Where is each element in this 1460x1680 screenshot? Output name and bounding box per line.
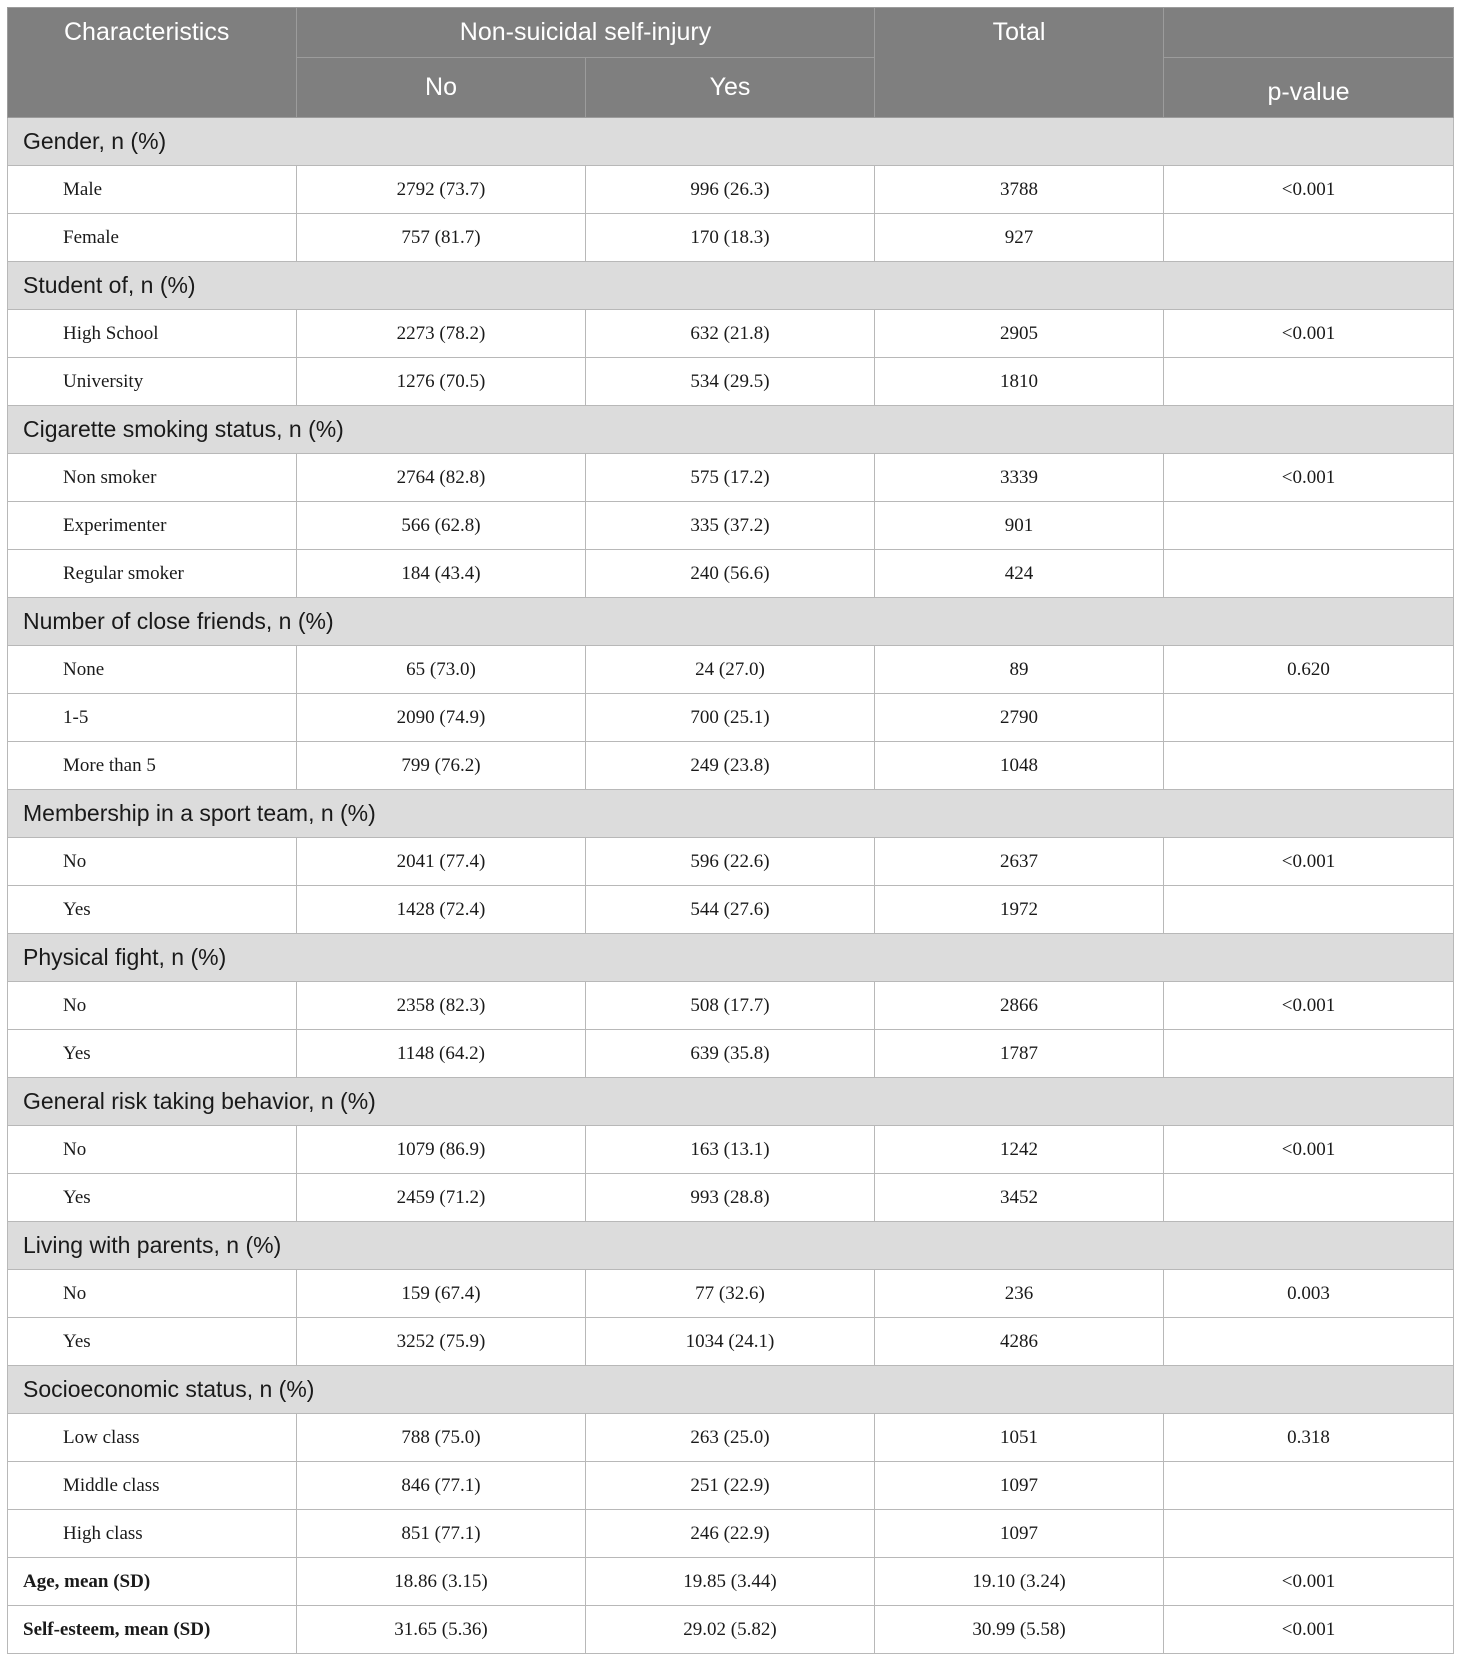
- cell-nssi-yes: 639 (35.8): [586, 1030, 875, 1078]
- cell-total: 2637: [875, 838, 1164, 886]
- section-header-row: [8, 598, 1454, 646]
- cell-nssi-no: 3252 (75.9): [297, 1318, 586, 1366]
- table-row: [8, 310, 1454, 358]
- cell-total: 19.10 (3.24): [875, 1558, 1164, 1606]
- cell-total: 1051: [875, 1414, 1164, 1462]
- cell-total: 2790: [875, 694, 1164, 742]
- cell-nssi-no: 788 (75.0): [297, 1414, 586, 1462]
- cell-pvalue: [1164, 214, 1454, 262]
- section-header-row: [8, 1222, 1454, 1270]
- cell-total: 1097: [875, 1462, 1164, 1510]
- table-row: [8, 694, 1454, 742]
- cell-total: 2866: [875, 982, 1164, 1030]
- header-pvalue-top: [1164, 8, 1454, 58]
- row-label: Non smoker: [8, 454, 297, 502]
- row-label: Yes: [8, 1030, 297, 1078]
- cell-pvalue: <0.001: [1164, 310, 1454, 358]
- cell-nssi-no: 846 (77.1): [297, 1462, 586, 1510]
- section-header-row: [8, 790, 1454, 838]
- cell-total: 3452: [875, 1174, 1164, 1222]
- row-label: No: [8, 1270, 297, 1318]
- table-row: [8, 1510, 1454, 1558]
- row-label: Female: [8, 214, 297, 262]
- table-row: [8, 1030, 1454, 1078]
- cell-pvalue: <0.001: [1164, 1606, 1454, 1654]
- cell-nssi-no: 31.65 (5.36): [297, 1606, 586, 1654]
- cell-pvalue: <0.001: [1164, 1126, 1454, 1174]
- cell-nssi-yes: 19.85 (3.44): [586, 1558, 875, 1606]
- cell-nssi-yes: 575 (17.2): [586, 454, 875, 502]
- row-label: Yes: [8, 1318, 297, 1366]
- cell-pvalue: <0.001: [1164, 1558, 1454, 1606]
- cell-nssi-no: 566 (62.8): [297, 502, 586, 550]
- cell-nssi-no: 799 (76.2): [297, 742, 586, 790]
- row-label: High class: [8, 1510, 297, 1558]
- table-row: [8, 1414, 1454, 1462]
- cell-nssi-yes: 163 (13.1): [586, 1126, 875, 1174]
- row-label: No: [8, 1126, 297, 1174]
- section-title: Living with parents, n (%): [8, 1222, 1454, 1270]
- row-label: Male: [8, 166, 297, 214]
- cell-pvalue: [1164, 742, 1454, 790]
- cell-nssi-no: 2358 (82.3): [297, 982, 586, 1030]
- cell-pvalue: [1164, 1174, 1454, 1222]
- cell-total: 927: [875, 214, 1164, 262]
- table-row: [8, 742, 1454, 790]
- cell-nssi-no: 1428 (72.4): [297, 886, 586, 934]
- cell-nssi-no: 851 (77.1): [297, 1510, 586, 1558]
- cell-pvalue: [1164, 358, 1454, 406]
- cell-nssi-yes: 251 (22.9): [586, 1462, 875, 1510]
- cell-total: 236: [875, 1270, 1164, 1318]
- cell-total: 1972: [875, 886, 1164, 934]
- cell-pvalue: 0.318: [1164, 1414, 1454, 1462]
- cell-total: 3339: [875, 454, 1164, 502]
- table-row: [8, 982, 1454, 1030]
- table-row: [8, 502, 1454, 550]
- cell-total: 1242: [875, 1126, 1164, 1174]
- cell-pvalue: [1164, 1462, 1454, 1510]
- cell-pvalue: 0.003: [1164, 1270, 1454, 1318]
- cell-nssi-yes: 632 (21.8): [586, 310, 875, 358]
- cell-nssi-yes: 996 (26.3): [586, 166, 875, 214]
- table-row: [8, 166, 1454, 214]
- cell-nssi-no: 2459 (71.2): [297, 1174, 586, 1222]
- cell-nssi-no: 65 (73.0): [297, 646, 586, 694]
- cell-nssi-no: 2041 (77.4): [297, 838, 586, 886]
- section-header-row: [8, 934, 1454, 982]
- table-row: [8, 214, 1454, 262]
- row-label: Middle class: [8, 1462, 297, 1510]
- table-row: [8, 454, 1454, 502]
- section-header-row: [8, 262, 1454, 310]
- cell-nssi-no: 2792 (73.7): [297, 166, 586, 214]
- cell-nssi-yes: 249 (23.8): [586, 742, 875, 790]
- section-title: Physical fight, n (%): [8, 934, 1454, 982]
- cell-pvalue: <0.001: [1164, 454, 1454, 502]
- cell-nssi-no: 2764 (82.8): [297, 454, 586, 502]
- row-label: No: [8, 982, 297, 1030]
- cell-pvalue: [1164, 1030, 1454, 1078]
- cell-nssi-yes: 240 (56.6): [586, 550, 875, 598]
- cell-pvalue: <0.001: [1164, 166, 1454, 214]
- cell-total: 1097: [875, 1510, 1164, 1558]
- section-title: Number of close friends, n (%): [8, 598, 1454, 646]
- table-row: [8, 1462, 1454, 1510]
- cell-pvalue: [1164, 1318, 1454, 1366]
- cell-total: 89: [875, 646, 1164, 694]
- cell-nssi-no: 1148 (64.2): [297, 1030, 586, 1078]
- row-label: Regular smoker: [8, 550, 297, 598]
- section-title: Socioeconomic status, n (%): [8, 1366, 1454, 1414]
- cell-total: 4286: [875, 1318, 1164, 1366]
- section-title: Student of, n (%): [8, 262, 1454, 310]
- cell-pvalue: 0.620: [1164, 646, 1454, 694]
- section-title: Cigarette smoking status, n (%): [8, 406, 1454, 454]
- row-label: Self-esteem, mean (SD): [8, 1606, 297, 1654]
- cell-nssi-yes: 335 (37.2): [586, 502, 875, 550]
- section-header-row: [8, 1078, 1454, 1126]
- cell-nssi-no: 1276 (70.5): [297, 358, 586, 406]
- cell-pvalue: [1164, 550, 1454, 598]
- cell-total: 30.99 (5.58): [875, 1606, 1164, 1654]
- cell-total: 901: [875, 502, 1164, 550]
- cell-nssi-yes: 508 (17.7): [586, 982, 875, 1030]
- cell-total: 1787: [875, 1030, 1164, 1078]
- cell-total: 424: [875, 550, 1164, 598]
- header-total: Total: [875, 8, 1164, 118]
- table-row: [8, 1270, 1454, 1318]
- table-row: [8, 838, 1454, 886]
- cell-nssi-yes: 544 (27.6): [586, 886, 875, 934]
- cell-total: 1810: [875, 358, 1164, 406]
- header-characteristics: Characteristics: [8, 8, 297, 118]
- cell-total: 1048: [875, 742, 1164, 790]
- row-label: University: [8, 358, 297, 406]
- characteristics-table: [7, 7, 1454, 1654]
- row-label: High School: [8, 310, 297, 358]
- cell-pvalue: [1164, 886, 1454, 934]
- section-header-row: [8, 1366, 1454, 1414]
- row-label: Age, mean (SD): [8, 1558, 297, 1606]
- cell-nssi-no: 184 (43.4): [297, 550, 586, 598]
- table-row: [8, 646, 1454, 694]
- table-row: [8, 1126, 1454, 1174]
- header-no: No: [297, 58, 586, 118]
- row-label: Yes: [8, 886, 297, 934]
- section-title: Membership in a sport team, n (%): [8, 790, 1454, 838]
- table-row: [8, 550, 1454, 598]
- cell-pvalue: [1164, 502, 1454, 550]
- cell-nssi-yes: 1034 (24.1): [586, 1318, 875, 1366]
- summary-row: [8, 1558, 1454, 1606]
- cell-pvalue: [1164, 1510, 1454, 1558]
- table-row: [8, 1318, 1454, 1366]
- cell-nssi-no: 2273 (78.2): [297, 310, 586, 358]
- cell-nssi-no: 159 (67.4): [297, 1270, 586, 1318]
- table-header: [8, 8, 1454, 118]
- section-title: Gender, n (%): [8, 118, 1454, 166]
- table-row: [8, 886, 1454, 934]
- summary-row: [8, 1606, 1454, 1654]
- cell-pvalue: [1164, 694, 1454, 742]
- header-yes: Yes: [586, 58, 875, 118]
- table-row: [8, 1174, 1454, 1222]
- cell-total: 3788: [875, 166, 1164, 214]
- cell-nssi-yes: 993 (28.8): [586, 1174, 875, 1222]
- cell-nssi-no: 757 (81.7): [297, 214, 586, 262]
- section-title: General risk taking behavior, n (%): [8, 1078, 1454, 1126]
- cell-nssi-yes: 596 (22.6): [586, 838, 875, 886]
- cell-nssi-no: 2090 (74.9): [297, 694, 586, 742]
- cell-nssi-yes: 700 (25.1): [586, 694, 875, 742]
- row-label: Experimenter: [8, 502, 297, 550]
- table-body: [8, 118, 1454, 1654]
- row-label: More than 5: [8, 742, 297, 790]
- row-label: 1-5: [8, 694, 297, 742]
- row-label: None: [8, 646, 297, 694]
- cell-nssi-yes: 24 (27.0): [586, 646, 875, 694]
- cell-pvalue: <0.001: [1164, 838, 1454, 886]
- cell-nssi-no: 1079 (86.9): [297, 1126, 586, 1174]
- cell-nssi-yes: 534 (29.5): [586, 358, 875, 406]
- header-nssi: Non-suicidal self-injury: [297, 8, 875, 58]
- header-pvalue: p-value: [1164, 58, 1454, 118]
- section-header-row: [8, 406, 1454, 454]
- cell-pvalue: <0.001: [1164, 982, 1454, 1030]
- row-label: No: [8, 838, 297, 886]
- cell-nssi-yes: 170 (18.3): [586, 214, 875, 262]
- section-header-row: [8, 118, 1454, 166]
- cell-total: 2905: [875, 310, 1164, 358]
- cell-nssi-yes: 246 (22.9): [586, 1510, 875, 1558]
- cell-nssi-yes: 77 (32.6): [586, 1270, 875, 1318]
- row-label: Yes: [8, 1174, 297, 1222]
- table-row: [8, 358, 1454, 406]
- cell-nssi-yes: 263 (25.0): [586, 1414, 875, 1462]
- row-label: Low class: [8, 1414, 297, 1462]
- cell-nssi-yes: 29.02 (5.82): [586, 1606, 875, 1654]
- cell-nssi-no: 18.86 (3.15): [297, 1558, 586, 1606]
